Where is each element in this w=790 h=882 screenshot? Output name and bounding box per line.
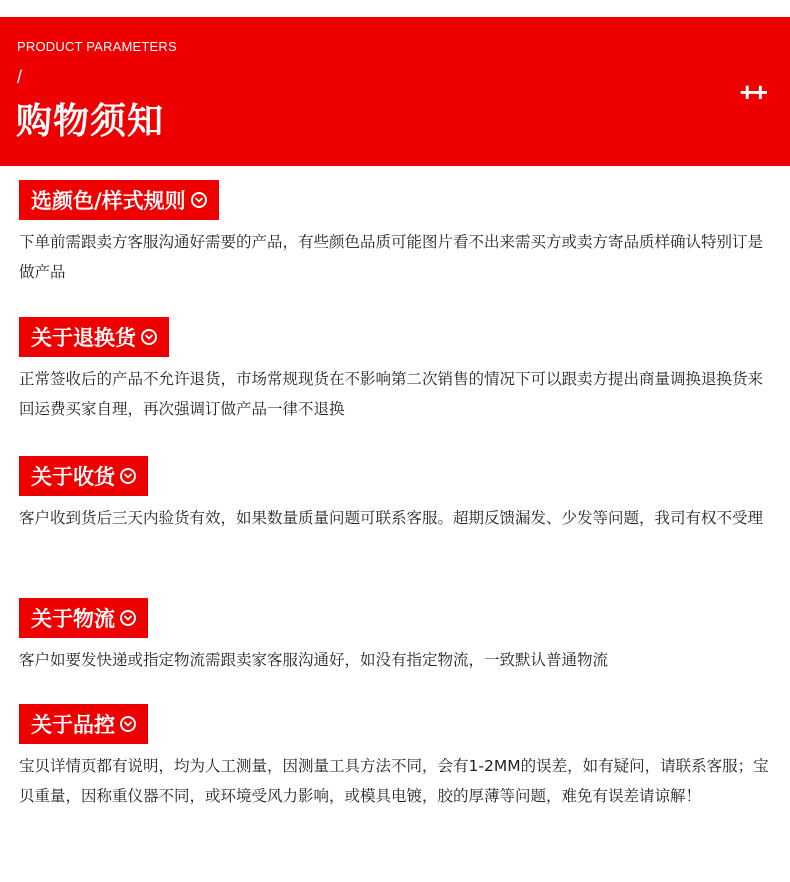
section-text: 正常签收后的产品不允许退货，市场常规现货在不影响第二次销售的情况下可以跟卖方提出商量调换退换货来回运费买家自理，再次强调订做产品一律不退换 — [19, 370, 764, 418]
section-text: 宝贝详情页都有说明，均为人工测量，因测量工具方法不同，会有1-2MM的误差，如有疑问，请联系客服；宝贝重量，因称重仪器不同，或环境受风力影响，或模具电镀，胶的厚薄等问题，难免有误差请谅解！ — [19, 757, 769, 805]
section-receiving — [19, 456, 771, 533]
section-heading-label: 关于物流 — [31, 607, 115, 631]
chevron-down-circle-icon — [120, 610, 136, 626]
section-heading — [19, 598, 148, 638]
section-heading — [19, 317, 169, 357]
chevron-down-circle-icon — [120, 716, 136, 732]
banner-slash: / — [17, 67, 23, 87]
section-heading-label: 关于收货 — [31, 465, 115, 489]
section-heading — [19, 704, 148, 744]
section-heading-label: 关于退换货 — [31, 326, 136, 350]
section-text: 客户收到货后三天内验货有效，如果数量质量问题可联系客服。超期反馈漏发、少发等问题，我司有权不受理 — [19, 509, 764, 527]
section-heading-label: 选颜色/样式规则 — [31, 189, 186, 213]
plus-decoration: ++ — [739, 77, 766, 107]
section-logistics — [19, 598, 771, 675]
page-title: 购物须知 — [16, 101, 165, 142]
banner-eyebrow: PRODUCT PARAMETERS — [17, 39, 177, 54]
chevron-down-circle-icon — [120, 468, 136, 484]
section-heading — [19, 456, 148, 496]
section-quality-control — [19, 704, 771, 811]
section-returns — [19, 317, 771, 424]
section-text: 客户如要发快递或指定物流需跟卖家客服沟通好，如没有指定物流，一致默认普通物流 — [19, 651, 609, 669]
chevron-down-circle-icon — [141, 329, 157, 345]
chevron-down-circle-icon — [191, 192, 207, 208]
section-heading — [19, 180, 219, 220]
section-heading-label: 关于品控 — [31, 713, 115, 737]
section-text: 下单前需跟卖方客服沟通好需要的产品，有些颜色品质可能图片看不出来需买方或卖方寄品质样确认特别订是做产品 — [19, 233, 764, 281]
header-banner — [0, 17, 790, 166]
section-color-style-rules — [19, 180, 771, 287]
